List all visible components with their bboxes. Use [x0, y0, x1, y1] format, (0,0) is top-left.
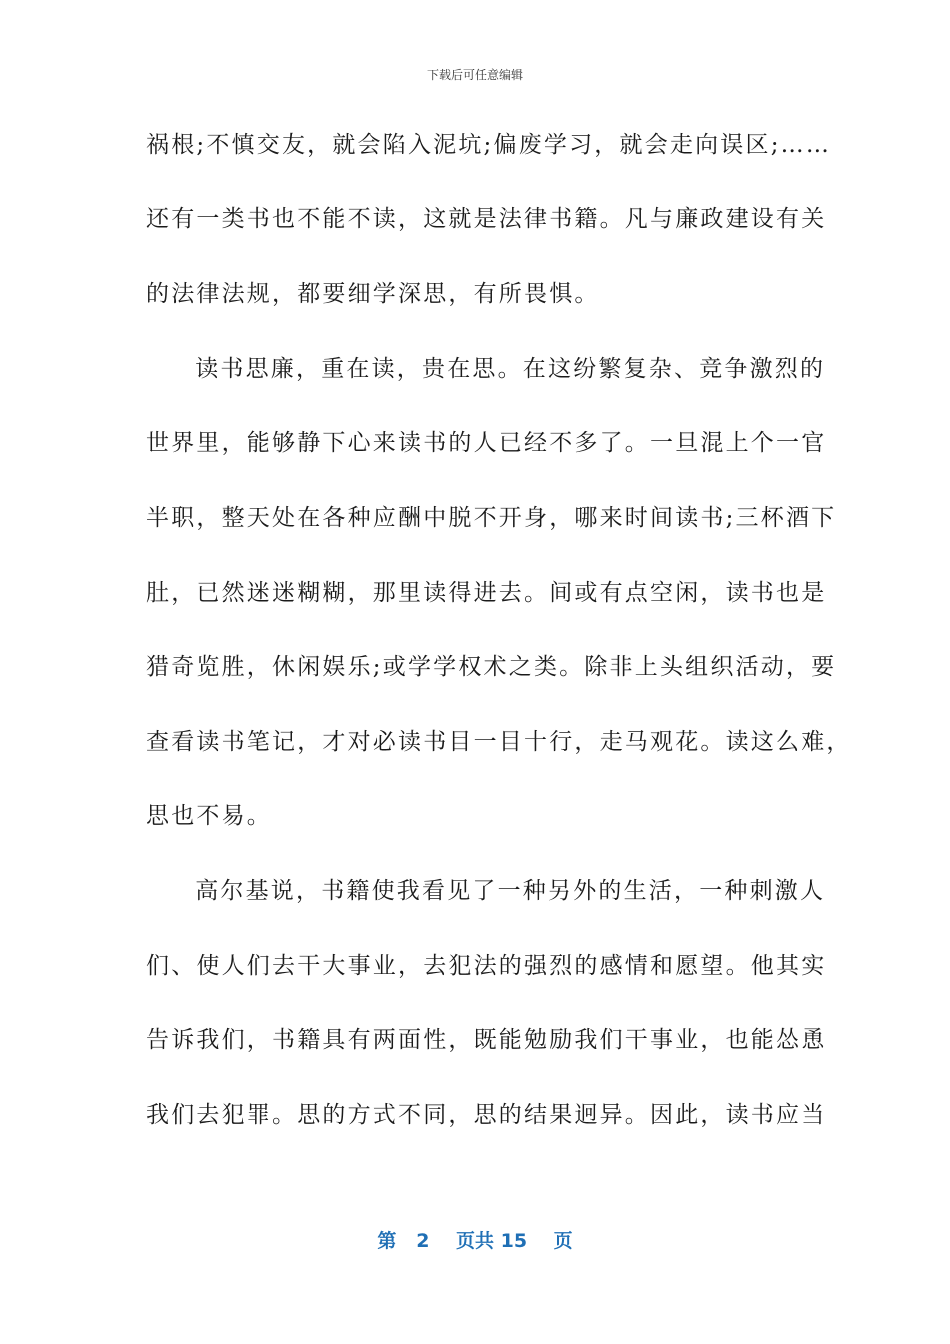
- text-line: 思也不易。: [146, 803, 272, 829]
- total-pages-number: 15: [500, 1230, 528, 1252]
- text-line: 半职，整天处在各种应酬中脱不开身，哪来时间读书;三杯酒下: [146, 505, 837, 531]
- text-line: 的法律法规，都要细学深思，有所畏惧。: [146, 281, 600, 307]
- text-line: 猎奇览胜，休闲娱乐;或学学权术之类。除非上头组织活动，要: [146, 654, 837, 680]
- current-page-number: 2: [416, 1230, 430, 1252]
- text-line: 还有一类书也不能不读，这就是法律书籍。凡与廉政建设有关: [146, 206, 827, 232]
- text-line: 世界里，能够静下心来读书的人已经不多了。一旦混上个一官: [146, 430, 827, 456]
- text-line: 祸根;不慎交友，就会陷入泥坑;偏废学习，就会走向误区;……: [146, 132, 832, 158]
- footer-middle: 页共: [456, 1230, 495, 1252]
- text-line: 我们去犯罪。思的方式不同，思的结果迥异。因此，读书应当: [146, 1102, 827, 1128]
- text-line: 们、使人们去干大事业，去犯法的强烈的感情和愿望。他其实: [146, 953, 827, 979]
- footer-prefix: 第: [377, 1230, 397, 1252]
- text-line: 查看读书笔记，才对必读书目一目十行，走马观花。读这么难，: [146, 729, 852, 755]
- text-line: 告诉我们，书籍具有两面性，既能勉励我们干事业，也能怂恿: [146, 1027, 827, 1053]
- page-header: 下载后可任意编辑: [426, 68, 523, 82]
- footer-suffix: 页: [553, 1230, 573, 1252]
- text-line: 肚，已然迷迷糊糊，那里读得进去。间或有点空闲，读书也是: [146, 580, 827, 606]
- page-footer: [0, 1226, 950, 1253]
- paragraph-start-line: 读书思廉，重在读，贵在思。在这纷繁复杂、竞争激烈的: [170, 356, 826, 382]
- paragraph-start-line: 高尔基说，书籍使我看见了一种另外的生活，一种刺激人: [170, 878, 826, 904]
